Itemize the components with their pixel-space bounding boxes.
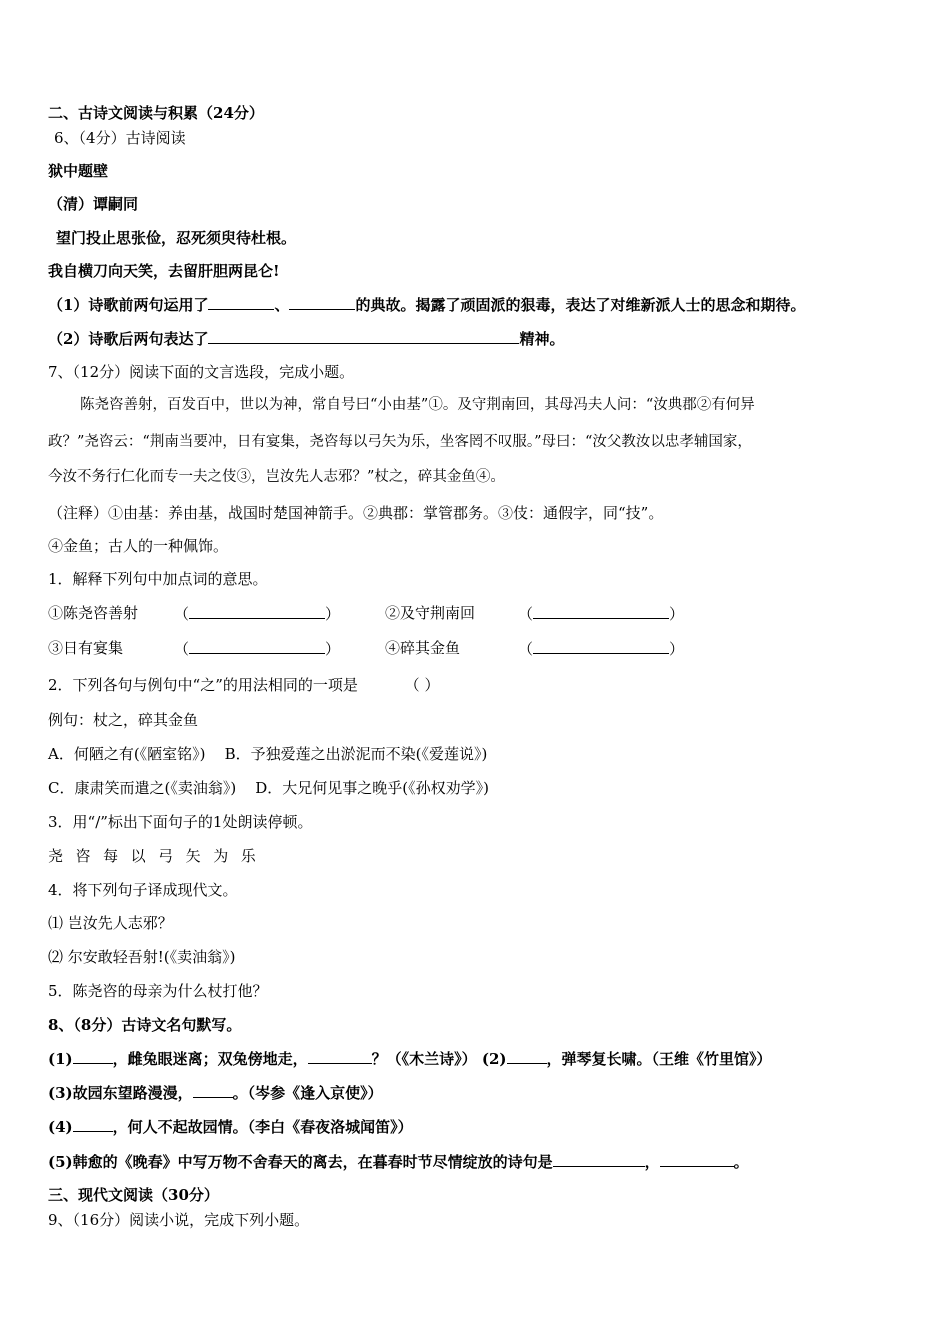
recitation-line: (4) ，何人不起故园情。（李白《春夜洛城闻笛》） [48, 1118, 413, 1136]
item-text: ③日有宴集 [48, 639, 124, 657]
answer-blank[interactable] [208, 294, 274, 310]
answer-blank[interactable] [193, 1082, 233, 1098]
answer-blank[interactable] [660, 1151, 734, 1167]
answer-paren[interactable]: （ ） [518, 605, 685, 623]
answer-blank[interactable] [208, 328, 519, 344]
note: （注释）①由基：养由基，战国时楚国神箭手。②典郡：掌管郡务。③伎：通假字，同“技”。 [48, 504, 664, 522]
question-header: 6、（4分）古诗阅读 [54, 129, 186, 147]
item-row [48, 603, 688, 623]
answer-blank[interactable] [553, 1151, 645, 1167]
poem-author: （清）谭嗣同 [48, 195, 139, 213]
question-header: 8、（8分）古诗文名句默写。 [48, 1016, 242, 1034]
item-text: ②及守荆南回 [385, 604, 476, 622]
item-text: ④碎其金鱼 [385, 639, 461, 657]
question-header: 7、（12分）阅读下面的文言选段，完成小题。 [48, 363, 355, 381]
section-title: 三、现代文阅读（30分） [48, 1186, 219, 1204]
sub-question: 1．解释下列句中加点词的意思。 [48, 570, 268, 588]
example-sentence: 例句：杖之，碎其金鱼 [48, 711, 199, 729]
choice-line: A．何陋之有(《陋室铭》) B．予独爱莲之出淤泥而不染(《爱莲说》) [48, 745, 488, 763]
passage-line: 陈尧咨善射，百发百中，世以为神，常自号曰“小由基”①。及守荆南回，其母冯夫人问：“汝典郡②有何异 [80, 397, 755, 413]
section-title: 二、古诗文阅读与积累（24分） [48, 104, 264, 122]
recitation-line: (3)故园东望路漫漫， 。（岑参《逢入京使》） [48, 1084, 383, 1102]
question-text: 、 [274, 296, 290, 314]
recitation-line: (5)韩愈的《晚春》中写万物不舍春天的离去，在暮春时节尽情绽放的诗句是 ， 。 [48, 1153, 749, 1171]
sentence-to-mark: 尧 咨 每 以 弓 矢 为 乐 [48, 847, 257, 865]
question-text: （2）诗歌后两句表达了 [48, 330, 209, 348]
item-text: ①陈尧咨善射 [48, 604, 139, 622]
sub-question: 4．将下列句子译成现代文。 [48, 881, 238, 899]
sub-question: 3．用“/”标出下面句子的1处朗读停顿。 [48, 813, 313, 831]
question-text: （1）诗歌前两句运用了 [48, 296, 209, 314]
answer-blank[interactable] [507, 1048, 547, 1064]
poem-line: 望门投止思张俭，忍死须臾待杜根。 [56, 229, 297, 247]
item-row [48, 638, 688, 658]
translate-item: ⑴ 岂汝先人志邪？ [48, 914, 173, 932]
passage-line: 今汝不务行仁化而专一夫之伎③，岂汝先人志邪？”杖之，碎其金鱼④。 [48, 469, 505, 485]
choice-line: C．康肃笑而遣之(《卖油翁》) D．大兄何见事之晚乎(《孙权劝学》) [48, 779, 489, 797]
answer-blank[interactable] [73, 1116, 113, 1132]
sub-question [48, 294, 805, 315]
question-text: 精神。 [519, 330, 565, 348]
note: ④金鱼；古人的一种佩饰。 [48, 537, 229, 555]
recitation-line: (1) ，雌兔眼迷离；双兔傍地走， ？（《木兰诗》） (2) ，弹琴复长啸。（王维《竹里馆》） [48, 1050, 772, 1068]
answer-blank[interactable] [289, 294, 355, 310]
answer-paren[interactable]: （ ） [174, 605, 341, 623]
sub-question [48, 328, 564, 349]
answer-paren[interactable]: （ ） [518, 640, 685, 658]
answer-paren[interactable]: （ ） [174, 640, 341, 658]
answer-blank[interactable] [73, 1048, 113, 1064]
sub-question: 5．陈尧咨的母亲为什么杖打他？ [48, 982, 268, 1000]
question-text: 2．下列各句与例句中“之”的用法相同的一项是 [48, 676, 358, 694]
poem-title: 狱中题壁 [48, 162, 109, 180]
answer-blank[interactable] [308, 1048, 372, 1064]
translate-item: ⑵ 尔安敢轻吾射!(《卖油翁》) [48, 948, 236, 966]
poem-line: 我自横刀向天笑，去留肝胆两昆仑! [48, 262, 280, 280]
passage-line: 政？”尧咨云：“荆南当要冲，日有宴集，尧咨每以弓矢为乐，坐客罔不叹服。”母曰：“汝父教汝以忠孝辅国家， [48, 434, 752, 450]
sub-question [48, 675, 439, 695]
answer-paren[interactable]: （ ） [404, 676, 440, 694]
question-header: 9、（16分）阅读小说，完成下列小题。 [48, 1211, 310, 1229]
question-text: 的典故。揭露了顽固派的狠毒，表达了对维新派人士的思念和期待。 [355, 296, 806, 314]
